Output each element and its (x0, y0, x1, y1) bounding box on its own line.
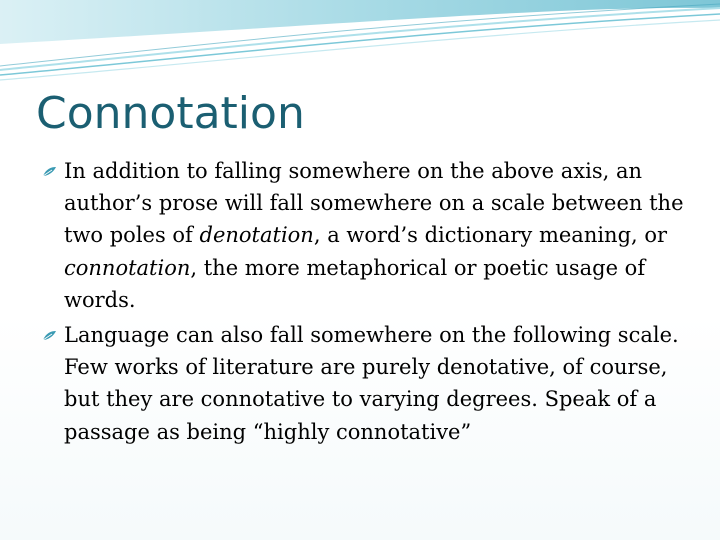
feather-icon (42, 166, 57, 177)
bullet-text-segment: In addition to falling somewhere on the above axis, an author’s prose will fall somewhere on a scale between the two poles of (64, 159, 684, 248)
bullet-text-italic-connotation: connotation (64, 255, 191, 280)
bullet-item (42, 319, 702, 448)
feather-icon (42, 330, 57, 341)
bullet-text-segment: , a word’s dictionary meaning, or (313, 223, 668, 248)
bullet-text-italic-denotation: denotation (199, 223, 314, 248)
slide-title: Connotation (36, 88, 305, 139)
bullet-text-segment: , the more metaphorical or poetic usage of words. (64, 255, 646, 312)
bullet-list (42, 155, 702, 451)
bullet-text (64, 155, 702, 316)
bullet-text: Language can also fall somewhere on the following scale. Few works of literature are purely denotative, of course, but they are connotative to varying degrees. Speak of a passage as being “highly connotative” (64, 323, 679, 444)
bullet-item (42, 155, 702, 316)
wave-band-top (0, 0, 720, 44)
